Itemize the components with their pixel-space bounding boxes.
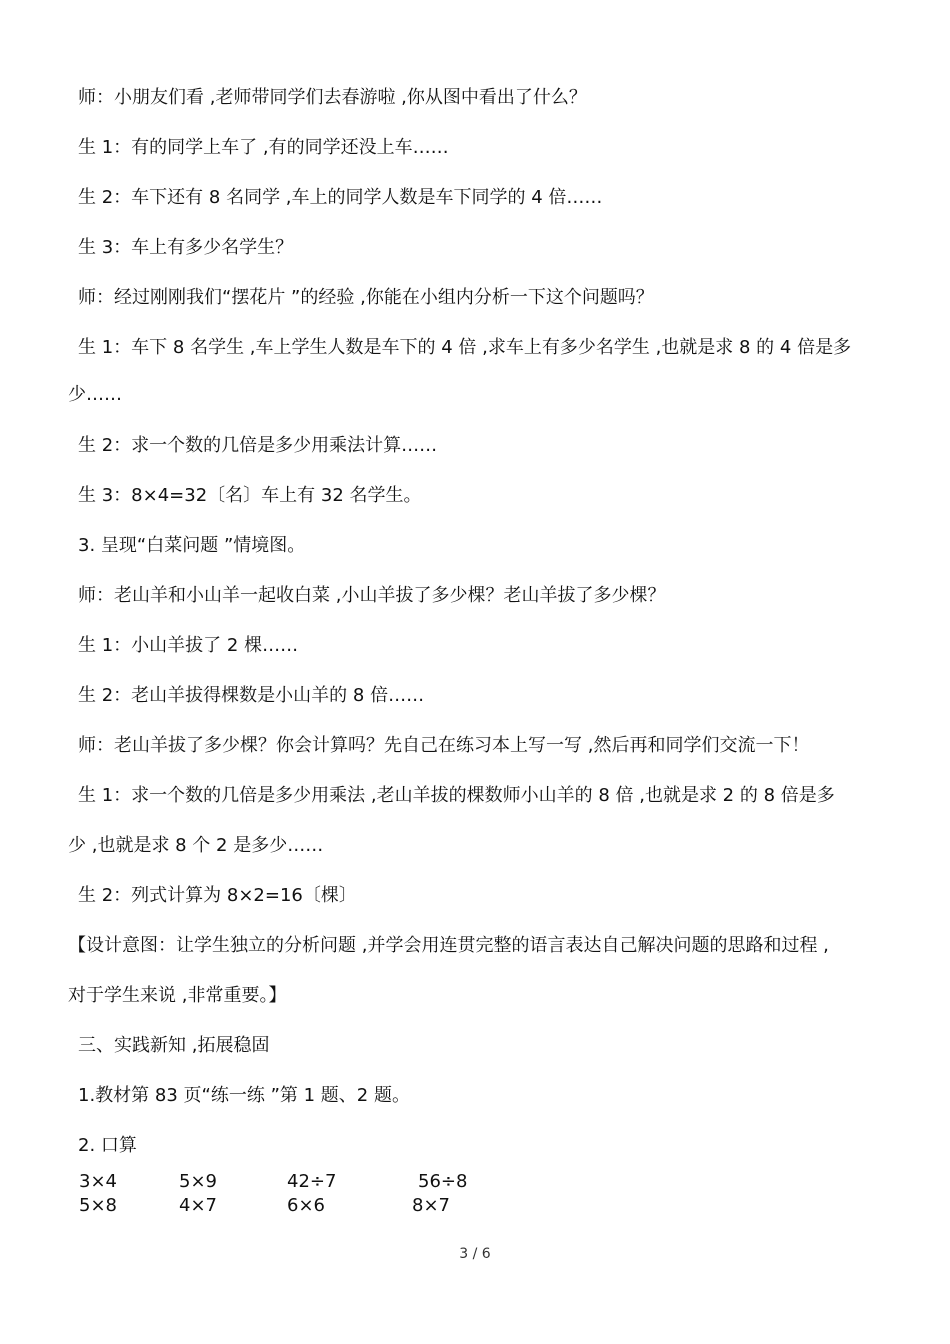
paragraph-design-intent: 【设计意图：让学生独立的分析问题 ,并学会用连贯完整的语言表达自己解决问题的思路和过程 ,: [68, 935, 829, 956]
section-heading: 三、实践新知 ,拓展稳固: [78, 1035, 270, 1056]
oral-calc-item: 56÷8: [418, 1171, 468, 1192]
paragraph-continuation: 对于学生来说 ,非常重要。】: [68, 985, 287, 1006]
oral-calc-item: 42÷7: [287, 1171, 337, 1192]
oral-calc-row: [0, 1170, 950, 1194]
oral-calc-item: 6×6: [287, 1195, 325, 1216]
oral-calc-item: 5×9: [179, 1171, 217, 1192]
paragraph-continuation: 少……: [68, 384, 122, 405]
paragraph-student-answer: 生 1：求一个数的几倍是多少用乘法 ,老山羊拔的棵数师小山羊的 8 倍 ,也就是求 2 的 8 倍是多: [78, 785, 835, 806]
paragraph-teacher-question: 师：小朋友们看 ,老师带同学们去春游啦 ,你从图中看出了什么？: [78, 87, 587, 108]
paragraph-section-item: 3. 呈现“白菜问题 ”情境图。: [78, 535, 306, 556]
paragraph-student-answer: 生 2：列式计算为 8×2=16〔棵〕: [78, 885, 357, 906]
paragraph-student-answer: 生 3：8×4=32〔名〕车上有 32 名学生。: [78, 485, 422, 506]
paragraph-student-answer: 生 1：车下 8 名学生 ,车上学生人数是车下的 4 倍 ,求车上有多少名学生 ,也就是求 8 的 4 倍是多: [78, 337, 852, 358]
paragraph-section-item: 1.教材第 83 页“练一练 ”第 1 题、2 题。: [78, 1085, 410, 1106]
paragraph-student-answer: 生 2：老山羊拔得棵数是小山羊的 8 倍……: [78, 685, 425, 706]
paragraph-teacher-question: 师：老山羊拔了多少棵？你会计算吗？先自己在练习本上写一写 ,然后再和同学们交流一下！: [78, 735, 810, 756]
paragraph-student-answer: 生 3：车上有多少名学生？: [78, 237, 294, 258]
oral-calc-row: [0, 1194, 950, 1218]
paragraph-continuation: 少 ,也就是求 8 个 2 是多少……: [68, 835, 324, 856]
oral-calc-item: 8×7: [412, 1195, 450, 1216]
page-number: 3 / 6: [459, 1246, 491, 1262]
paragraph-section-item: 2. 口算: [78, 1135, 137, 1156]
paragraph-student-answer: 生 1：小山羊拔了 2 棵……: [78, 635, 299, 656]
paragraph-teacher-question: 师：经过刚刚我们“摆花片 ”的经验 ,你能在小组内分析一下这个问题吗？: [78, 287, 654, 308]
paragraph-student-answer: 生 1：有的同学上车了 ,有的同学还没上车……: [78, 137, 449, 158]
paragraph-student-answer: 生 2：求一个数的几倍是多少用乘法计算……: [78, 435, 438, 456]
paragraph-teacher-question: 师：老山羊和小山羊一起收白菜 ,小山羊拔了多少棵？老山羊拔了多少棵？: [78, 585, 666, 606]
oral-calc-item: 5×8: [79, 1195, 117, 1216]
paragraph-student-answer: 生 2：车下还有 8 名同学 ,车上的同学人数是车下同学的 4 倍……: [78, 187, 603, 208]
oral-calc-item: 4×7: [179, 1195, 217, 1216]
oral-calc-item: 3×4: [79, 1171, 117, 1192]
